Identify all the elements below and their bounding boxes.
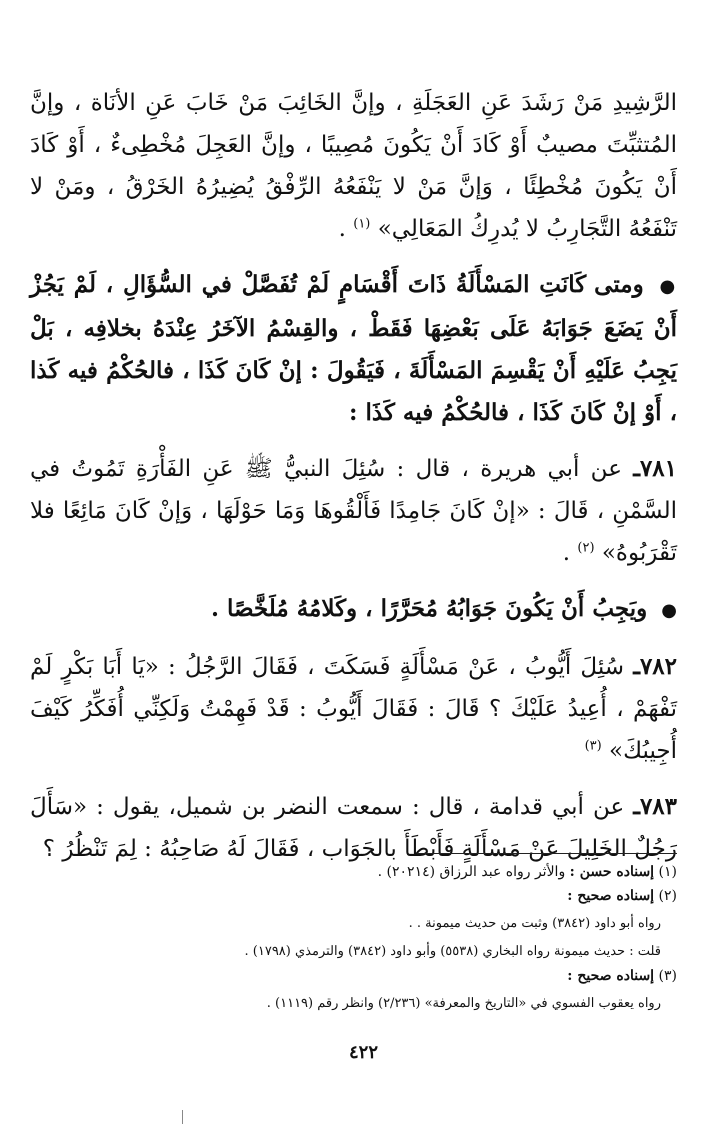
footnote-2 <box>60 884 677 908</box>
footnote-number: (١) <box>658 864 677 880</box>
paragraph-text: الرَّشِيدِ مَنْ رَشَدَ عَنِ العَجَلَةِ ، وإنَّ الخَائِبَ مَنْ خَابَ عَنِ الأنَاة ، وإنَّ المُتثبِّتَ مصيبٌ أَوْ كَادَ أَنْ يَكُونَ مُصِيبًا ، وإنَّ العَجِلَ مُخْطِىءٌ ، أَوْ كَادَ أَنْ يَكُونَ مُخْطِئًا ، وَإنَّ مَنْ لا يَنْفَعُهُ الرِّفْقُ يُضِيرُهُ الخَرْقُ ، ومَنْ لا تَنْفَعُهُ التَّجَارِبُ لا يُدرِكُ المَعَالِي» <box>30 90 677 242</box>
footnote-3 <box>60 964 677 988</box>
rule-paragraph-precise-answer <box>30 588 677 632</box>
hadith-783 <box>30 786 677 870</box>
bullet-icon: ● <box>661 600 677 621</box>
hadith-text: سُئِلَ أَيُّوبُ ، عَنْ مَسْأَلَةٍ فَسَكَتَ ، فَقَالَ الرَّجُلُ : «يَا أَبَا بَكْرٍ لَمْ تَفْهَمْ ، أُعِيدُ عَلَيْكَ ؟ قَالَ : فَقَالَ أَيُّوبُ : قَدْ فَهِمْتُ وَلَكِنِّي أُفَكِّرُ كَيْفَ أُجِيبُكَ» <box>30 654 677 764</box>
hadith-text: عن أبي هريرة ، قال : سُئِلَ النبيُّ ﷺ عَنِ الفَأْرَةِ تَمُوتُ في السَّمْنِ ، قَالَ : «إنْ كَانَ جَامِدًا فَأَلْقُوهَا وَمَا حَوْلَهَا ، وَإنْ كَانَ مَائِعًا فلا تَقْرَبُوهُ» <box>30 456 677 566</box>
hadith-782 <box>30 646 677 772</box>
footnotes <box>60 860 677 1016</box>
hadith-number: ٧٨٢ـ <box>633 653 677 680</box>
bullet-icon: ● <box>659 276 677 297</box>
paragraph-quote-continuation <box>30 82 677 250</box>
rule-text: ويَجِبُ أَنْ يَكُونَ جَوَابُهُ مُحَرَّرًا ، وكَلامُهُ مُلَخَّصًا . <box>210 595 648 622</box>
footnote-2-line-1: رواه أبو داود (٣٨٤٢) وثبت من حديث ميمونة . . <box>408 916 661 931</box>
main-text <box>30 82 677 870</box>
footnote-heading: إسناده صحيح : <box>567 888 655 904</box>
hadith-781 <box>30 448 677 574</box>
page-number: ٤٢٢ <box>348 1042 378 1063</box>
rule-text: ومتى كَانَتِ المَسْأَلَةُ ذَاتَ أَقْسَامٍ لَمْ تُفَصَّلْ في السُّؤَالِ ، لَمْ يَجُزْ أَنْ يَضَعَ جَوَابَهُ عَلَى بَعْضِهَا فَقَطْ ، والقِسْمُ الآخَرُ عِنْدَهُ بخلافِه ، بَلْ يَجِبُ عَلَيْهِ أَنْ يَقْسِمَ المَسْأَلَةَ ، فَيَقُولَ : إنْ كَانَ كَذَا ، فالحُكْمُ فيه كَذا ، أَوْ إنْ كَانَ كَذَا ، فالحُكْمُ فيه كَذَا : <box>30 271 677 426</box>
hadith-number: ٧٨٣ـ <box>633 793 678 820</box>
footnote-ref-3: (٣) <box>584 738 602 754</box>
footnote-ref-1: (١) <box>353 216 371 232</box>
scan-edge-mark <box>182 1110 183 1124</box>
footnote-ref-2: (٢) <box>577 540 595 556</box>
footnote-2-line-2: قلت : حديث ميمونة رواه البخاري (٥٥٣٨) وأبو داود (٣٨٤٢) والترمذي (١٧٩٨) . <box>244 944 661 959</box>
footnote-1 <box>60 860 677 884</box>
footnote-heading: إسناده صحيح : <box>567 968 655 984</box>
footnote-3-line-1: رواه يعقوب الفسوي في «التاريخ والمعرفة» (٢/٢٣٦) وانظر رقم (١١١٩) . <box>266 996 661 1011</box>
paragraph-end: . <box>562 540 571 566</box>
footnote-number: (٣) <box>658 968 677 984</box>
footnote-number: (٢) <box>658 888 677 904</box>
rule-paragraph-divided-question <box>30 264 677 434</box>
hadith-number: ٧٨١ـ <box>633 455 677 482</box>
paragraph-end: . <box>338 216 346 242</box>
hadith-text: عن أبي قدامة ، قال : سمعت النضر بن شميل، يقول : «سَأَلَ رَجُلٌ الخَلِيلَ عَنْ مَسْأَلَةٍ فَأَبْطَأَ بالجَوَاب ، فَقَالَ لَهُ صَاحِبُهُ : لِمَ تَنْظُرُ ؟ <box>30 794 677 862</box>
footnote-text: والأثر رواه عبد الرزاق (٢٠٢١٤) . <box>377 864 566 880</box>
footnote-divider <box>417 853 677 854</box>
footnote-heading: إسناده حسن : <box>569 864 655 880</box>
